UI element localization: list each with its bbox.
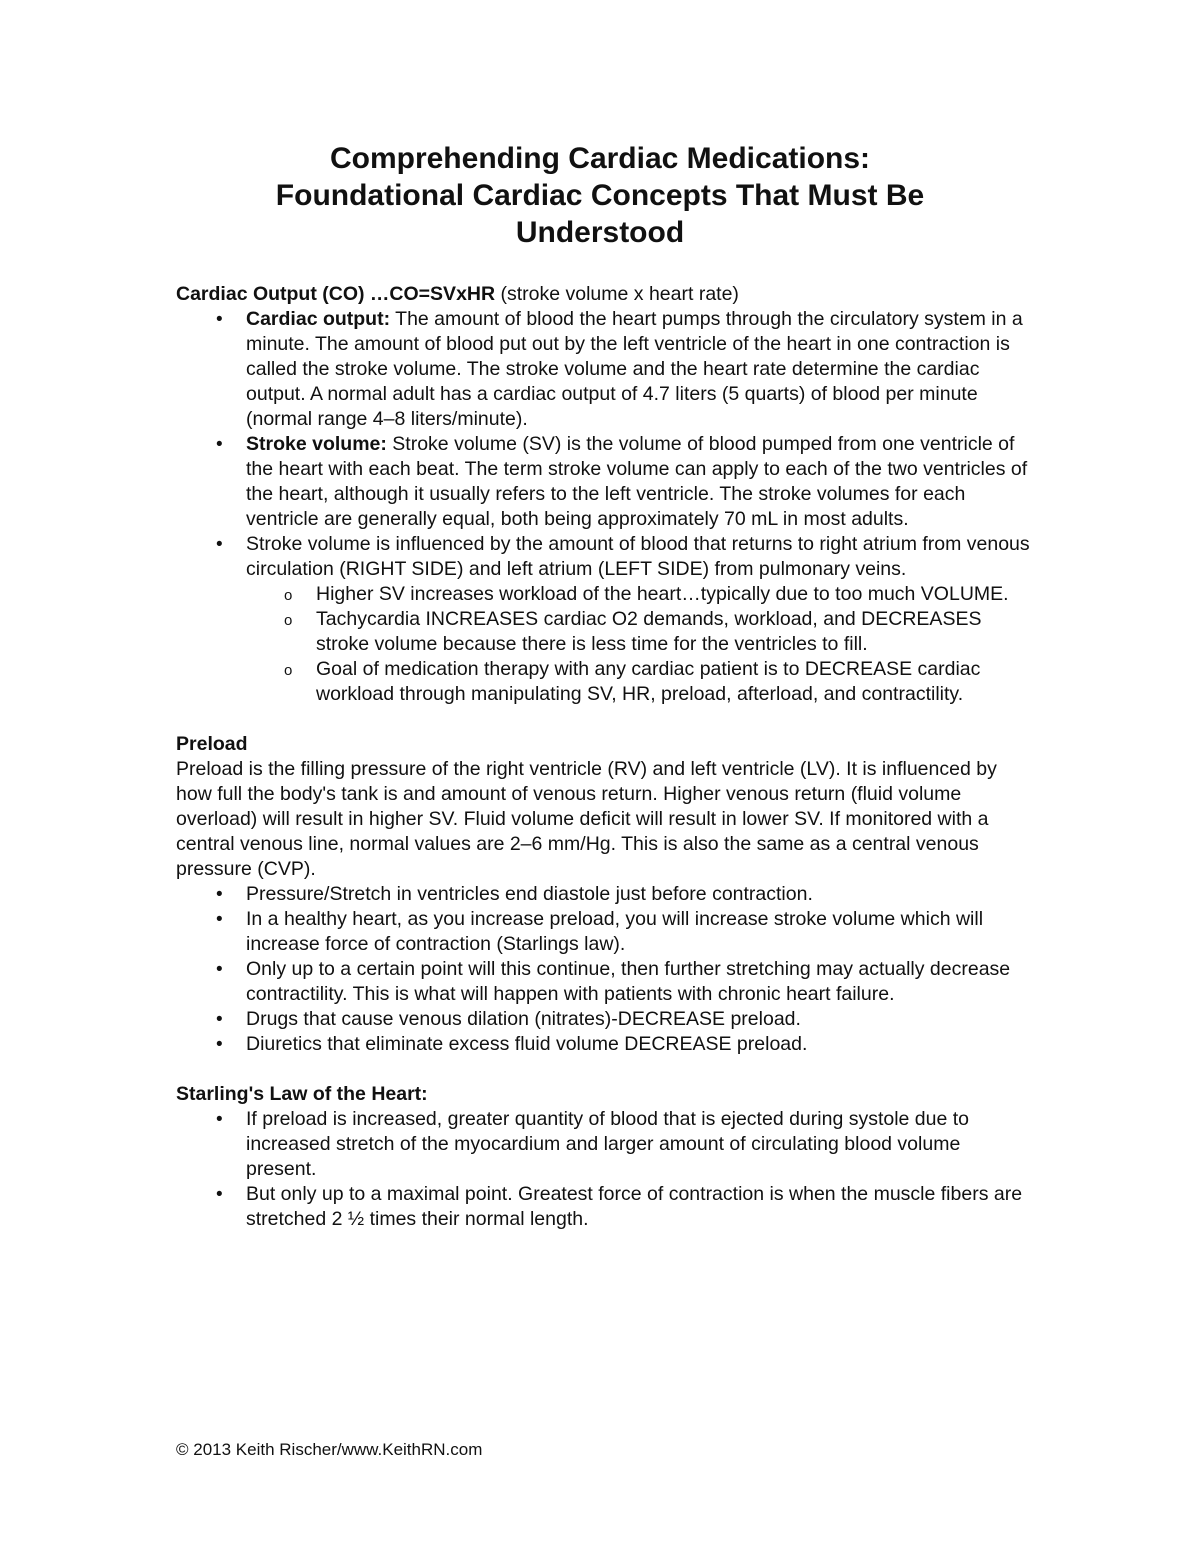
bullet-marker: • xyxy=(216,534,223,555)
list-item xyxy=(176,1032,1036,1057)
bullet-marker: • xyxy=(216,309,223,330)
sub-bullet-marker: o xyxy=(284,612,293,629)
sub-bullet-marker: o xyxy=(284,587,293,604)
list-item xyxy=(176,1007,1036,1032)
list-item xyxy=(176,907,1036,957)
list-item xyxy=(176,307,1036,432)
sub-list-item-text: Goal of medication therapy with any cardiac patient is to DECREASE cardiac workload through manipulating SV, HR, preload, afterload, and contractility. xyxy=(316,658,981,705)
list-item xyxy=(176,532,1036,707)
sub-bullet-marker: o xyxy=(284,662,293,679)
list-item xyxy=(176,1107,1036,1182)
list-item-text: Stroke volume is influenced by the amount of blood that returns to right atrium from venous circulation (RIGHT SIDE) and left atrium (LEFT SIDE) from pulmonary veins. xyxy=(246,533,1030,580)
sub-list-item-text: Tachycardia INCREASES cardiac O2 demands, workload, and DECREASES stroke volume because there is less time for the ventricles to fill. xyxy=(316,608,982,655)
bullet-marker: • xyxy=(216,959,223,980)
list-item xyxy=(176,957,1036,1007)
title-line-2: Foundational Cardiac Concepts That Must Be xyxy=(275,179,925,212)
bullet-marker: • xyxy=(216,884,223,905)
document-body xyxy=(176,282,1036,1232)
term-text: The amount of blood the heart pumps through the circulatory system in a minute. The amount of blood put out by the left ventricle of the heart in one contraction is called the stroke volume. The stroke volume and the heart rate determine the cardiac output. A normal adult has a cardiac output of 4.7 liters (5 quarts) of blood per minute (normal range 4–8 liters/minute). xyxy=(246,308,1023,430)
section-spacer xyxy=(176,1057,1036,1082)
list-item-text: Only up to a certain point will this continue, then further stretching may actually decrease contractility. This is what will happen with patients with chronic heart failure. xyxy=(246,958,1011,1005)
copyright-footer: © 2013 Keith Rischer/www.KeithRN.com xyxy=(176,1440,483,1459)
list-item-text: Diuretics that eliminate excess fluid volume DECREASE preload. xyxy=(246,1033,808,1055)
list-item xyxy=(176,882,1036,907)
sub-list-item xyxy=(246,582,1036,607)
title-line-1: Comprehending Cardiac Medications: xyxy=(329,142,871,175)
document-title xyxy=(0,140,1200,251)
preload-paragraph: Preload is the filling pressure of the right ventricle (RV) and left ventricle (LV). It is influenced by how full the body's tank is and amount of venous return. Higher venous return (fluid volume overload) will result in higher SV. Fluid volume deficit will result in lower SV. If monitored with a central venous line, normal values are 2–6 mm/Hg. This is also the same as a central venous pressure (CVP). xyxy=(176,758,997,880)
sub-list-item-text: Higher SV increases workload of the heart…typically due to too much VOLUME. xyxy=(316,583,1009,605)
bullet-marker: • xyxy=(216,1109,223,1130)
cardiac-output-heading-bold: Cardiac Output (CO) …CO=SVxHR xyxy=(176,283,496,305)
term-text: Stroke volume (SV) is the volume of blood pumped from one ventricle of the heart with each beat. The term stroke volume can apply to each of the two ventricles of the heart, although it usually refers to the left ventricle. The stroke volumes for each ventricle are generally equal, both being approximately 70 mL in most adults. xyxy=(246,433,1028,530)
cardiac-output-heading xyxy=(176,282,1036,307)
bullet-marker: • xyxy=(216,1184,223,1205)
term-label: Cardiac output: xyxy=(246,308,391,330)
list-item xyxy=(176,432,1036,532)
starling-list xyxy=(176,1107,1036,1232)
preload-heading: Preload xyxy=(176,733,248,755)
list-item-text: Pressure/Stretch in ventricles end diastole just before contraction. xyxy=(246,883,813,905)
cardiac-output-heading-rest: (stroke volume x heart rate) xyxy=(495,283,739,305)
list-item-text: Drugs that cause venous dilation (nitrates)-DECREASE preload. xyxy=(246,1008,801,1030)
bullet-marker: • xyxy=(216,434,223,455)
preload-list xyxy=(176,882,1036,1057)
bullet-marker: • xyxy=(216,909,223,930)
term-label: Stroke volume: xyxy=(246,433,387,455)
starling-heading: Starling's Law of the Heart: xyxy=(176,1083,428,1105)
title-line-3: Understood xyxy=(515,216,685,249)
section-spacer xyxy=(176,707,1036,732)
bullet-marker: • xyxy=(216,1009,223,1030)
sub-list-item xyxy=(246,607,1036,657)
bullet-marker: • xyxy=(216,1034,223,1055)
list-item-text: In a healthy heart, as you increase preload, you will increase stroke volume which will increase force of contraction (Starlings law). xyxy=(246,908,984,955)
list-item-text: But only up to a maximal point. Greatest force of contraction is when the muscle fibers are stretched 2 ½ times their normal length. xyxy=(246,1183,1023,1230)
list-item xyxy=(176,1182,1036,1232)
sub-list xyxy=(246,582,1036,707)
cardiac-output-list xyxy=(176,307,1036,707)
list-item-text: If preload is increased, greater quantity of blood that is ejected during systole due to increased stretch of the myocardium and larger amount of circulating blood volume present. xyxy=(246,1108,970,1180)
sub-list-item xyxy=(246,657,1036,707)
